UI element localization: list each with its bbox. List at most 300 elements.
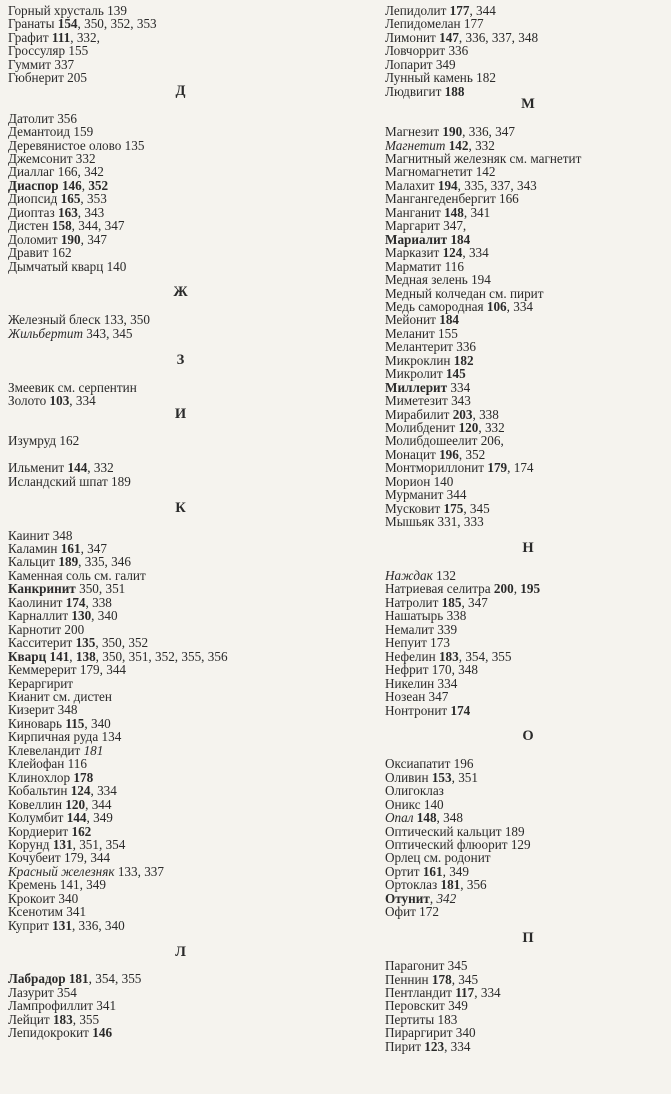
entry-text: Лопарит 349 [385, 56, 456, 72]
entry-text: Лунный камень 182 [385, 70, 496, 86]
index-entry [8, 31, 353, 44]
index-entry [8, 596, 353, 609]
entry-text: Дымчатый кварц 140 [8, 258, 127, 274]
index-entry [8, 757, 353, 770]
entry-text: Крокоит 340 [8, 890, 79, 906]
entry-text: Пентландит [385, 984, 456, 1000]
entry-text: 146 [92, 1025, 113, 1041]
index-entry [385, 609, 671, 622]
entry-text: 163 [58, 204, 78, 220]
entry-text: Кочубеит 179, 344 [8, 850, 111, 866]
entry-text: 138 [75, 648, 96, 664]
index-entry [385, 582, 671, 595]
entry-text: , 354, 355 [88, 971, 142, 987]
index-entry [8, 461, 353, 474]
index-entry [8, 529, 353, 542]
entry-text: , 338 [472, 406, 499, 422]
index-column-right [385, 4, 671, 1053]
entry-text: Карналлит [8, 608, 72, 624]
index-entry [8, 1013, 353, 1026]
entry-text: 195 [520, 581, 541, 597]
entry-text: Киноварь [8, 715, 66, 731]
entry-text: , 347 [461, 594, 488, 610]
entry-text: Людвигит [385, 83, 445, 99]
entry-text: , 335, 346 [78, 554, 131, 570]
entry-text: 352 [88, 177, 109, 193]
entry-text: , 174 [507, 460, 534, 476]
entry-text: 342 [436, 890, 457, 906]
index-entry [385, 4, 671, 17]
entry-text: Пирит [385, 1038, 425, 1054]
entry-text: Каменная соль см. галит [8, 567, 146, 583]
entry-text: , 349 [442, 863, 469, 879]
entry-text: Лазурит 354 [8, 984, 77, 1000]
index-entry [8, 784, 353, 797]
entry-text: Клейофан 116 [8, 756, 87, 772]
index-entry [385, 838, 671, 851]
entry-text: Пираргирит 340 [385, 1025, 476, 1041]
entry-text: Оптический кальцит 189 [385, 823, 525, 839]
index-entry [8, 771, 353, 784]
entry-text: 106 [486, 298, 507, 314]
index-entry [385, 636, 671, 649]
index-entry [8, 569, 353, 582]
index-entry [385, 704, 671, 717]
entry-text: Лепидомелан 177 [385, 16, 484, 32]
entry-text: , 349 [86, 810, 113, 826]
entry-text: Натриевая селитра [385, 581, 494, 597]
entry-text: 181 [83, 742, 104, 758]
index-entry [8, 825, 353, 838]
entry-text: Натролит [385, 594, 442, 610]
index-entry [385, 300, 671, 313]
index-entry [8, 744, 353, 757]
index-entry [385, 44, 671, 57]
entry-text: Мурманит 344 [385, 487, 467, 503]
entry-text: Ксенотим 341 [8, 904, 87, 920]
entry-text: 177 [449, 3, 470, 18]
entry-text: 175 [443, 500, 464, 516]
entry-text: , 353 [80, 191, 107, 207]
entry-text: Ильменит [8, 460, 68, 476]
entry-text: , 334 [69, 393, 96, 409]
entry-text: Монтмориллонит [385, 460, 488, 476]
entry-text: Опал [385, 810, 414, 826]
entry-text: Перовскит 349 [385, 998, 468, 1014]
index-entry [8, 152, 353, 165]
index-entry [8, 811, 353, 824]
entry-text: , 336, 340 [71, 917, 125, 933]
index-entry [8, 44, 353, 57]
entry-text: Доломит [8, 231, 61, 247]
index-entry [385, 287, 671, 300]
index-entry [8, 582, 353, 595]
entry-text: Колумбит [8, 810, 67, 826]
index-entry [385, 192, 671, 205]
index-entry [8, 677, 353, 690]
spacer [8, 515, 353, 528]
entry-text: Кераргирит [8, 675, 74, 691]
entry-text: 133, 337 [114, 863, 164, 879]
spacer [385, 744, 671, 757]
index-entry [385, 475, 671, 488]
index-entry [385, 71, 671, 84]
index-entry [385, 905, 671, 918]
spacer [8, 421, 353, 434]
index-entry [385, 1013, 671, 1026]
entry-text: 174 [450, 702, 471, 718]
index-entry [8, 17, 353, 30]
entry-text: 124 [70, 783, 91, 799]
entry-text: Кобальтин [8, 783, 71, 799]
entry-text: Каолинит [8, 594, 66, 610]
entry-text: Ловчоррит 336 [385, 43, 469, 59]
entry-text: , 343 [77, 204, 105, 220]
entry-text: , 336, 347 [462, 124, 515, 140]
entry-text: Гроссуляр 155 [8, 43, 89, 59]
index-entry [8, 717, 353, 730]
entry-text: 188 [444, 83, 465, 99]
entry-text: Гуммит 337 [8, 56, 75, 72]
entry-text: 162 [71, 823, 92, 839]
entry-text: Оптический флюорит 129 [385, 837, 531, 853]
entry-text: Манганит [385, 204, 445, 220]
entry-text: , 347 [80, 231, 107, 247]
entry-text: Каламин [8, 540, 61, 556]
index-entry [8, 851, 353, 864]
index-entry [8, 219, 353, 232]
entry-text: Лейцит [8, 1011, 53, 1027]
index-entry [8, 434, 353, 447]
entry-text: Кианит см. дистен [8, 688, 112, 704]
entry-text: , 344 [85, 796, 112, 812]
entry-text: , 348 [436, 810, 463, 826]
index-entry [385, 394, 671, 407]
index-entry [8, 58, 353, 71]
index-entry [385, 179, 671, 192]
index-entry [385, 502, 671, 515]
entry-text: Мариалит 184 [385, 231, 471, 247]
entry-text: , 334 [474, 984, 501, 1000]
entry-text: Деревянистое олово 135 [8, 137, 145, 153]
entry-text: Кирпичная руда 134 [8, 729, 122, 745]
entry-text: Непуит 173 [385, 635, 450, 651]
entry-text: Кварц 141 [8, 648, 70, 664]
entry-text: , 332 [468, 137, 495, 153]
entry-text: , 334 [462, 245, 489, 261]
index-entry [385, 488, 671, 501]
entry-text: , 332 [87, 460, 114, 476]
index-entry [385, 31, 671, 44]
index-entry [385, 757, 671, 770]
index-entry [8, 986, 353, 999]
index-entry [8, 650, 353, 663]
entry-text: Ортоклаз [385, 877, 441, 893]
entry-text: 343, 345 [82, 325, 133, 341]
entry-text: , 350, 352, 353 [77, 16, 157, 32]
index-entry [385, 623, 671, 636]
entry-text: Мелантерит 336 [385, 339, 477, 355]
index-entry [8, 206, 353, 219]
entry-text: Меланит 155 [385, 325, 458, 341]
entry-text: Золото [8, 393, 50, 409]
index-entry [385, 260, 671, 273]
entry-text: 103 [49, 393, 70, 409]
entry-text: 132 [432, 567, 456, 583]
index-entry [385, 1026, 671, 1039]
index-entry [8, 179, 353, 192]
entry-text: , 350, 352 [95, 635, 149, 651]
index-entry [385, 690, 671, 703]
entry-text: 185 [441, 594, 462, 610]
index-entry [8, 165, 353, 178]
spacer [385, 112, 671, 125]
index-entry [385, 851, 671, 864]
entry-text: 144 [67, 460, 88, 476]
index-entry [385, 381, 671, 394]
index-entry [8, 919, 353, 932]
entry-text: Монацит [385, 446, 440, 462]
entry-text: 158 [51, 218, 72, 234]
index-entry [8, 246, 353, 259]
index-entry [385, 999, 671, 1012]
entry-text: 154 [57, 16, 78, 32]
index-entry [8, 703, 353, 716]
entry-text: Касситерит [8, 635, 76, 651]
entry-text: , 335, 337, 343 [457, 177, 537, 193]
entry-text: Маргарит 347, [385, 218, 467, 234]
index-entry [8, 260, 353, 273]
entry-text: 131 [52, 917, 72, 933]
entry-text: Ортит [385, 863, 423, 879]
entry-text: Олигоклаз [385, 783, 444, 799]
index-entry [385, 233, 671, 246]
index-entry [385, 17, 671, 30]
entry-text: , 345 [463, 500, 490, 516]
index-entry [385, 58, 671, 71]
index-entry [385, 139, 671, 152]
entry-text: , 345 [451, 971, 479, 987]
entry-text: 115 [65, 715, 85, 731]
entry-text: Медный колчедан см. пирит [385, 285, 544, 301]
entry-text: Красный железняк [8, 863, 115, 879]
entry-text: Кальцит [8, 554, 59, 570]
entry-text: Наждак [385, 567, 433, 583]
entry-text: , [429, 890, 437, 906]
index-entry [385, 515, 671, 528]
entry-text: , 351, 354 [72, 836, 126, 852]
entry-text: Магнитный железняк см. магнетит [385, 150, 582, 166]
index-entry [8, 233, 353, 246]
index-entry [8, 327, 353, 340]
entry-text: , 338 [85, 594, 112, 610]
entry-text: Диопсид [8, 191, 61, 207]
entry-text: Марматит 116 [385, 258, 464, 274]
spacer [385, 556, 671, 569]
index-entry [8, 381, 353, 394]
entry-text: Куприт [8, 917, 53, 933]
index-entry [385, 165, 671, 178]
entry-text: , 341 [463, 204, 491, 220]
index-entry [385, 569, 671, 582]
index-entry [8, 139, 353, 152]
spacer [8, 98, 353, 111]
entry-text: Каинит 348 [8, 527, 73, 543]
index-entry [385, 784, 671, 797]
entry-text: , 332, [70, 29, 100, 45]
index-entry [385, 152, 671, 165]
index-column-left [8, 4, 353, 1040]
entry-text: , 334 [506, 298, 534, 314]
entry-text: 174 [65, 594, 86, 610]
spacer [8, 367, 353, 380]
entry-text: Клинохлор [8, 769, 74, 785]
letter-heading: М [521, 96, 535, 113]
entry-text: Диаллаг 166, 342 [8, 164, 104, 180]
entry-text: Офит 172 [385, 904, 439, 920]
entry-text: Магнезит [385, 124, 443, 140]
entry-text: 179 [487, 460, 508, 476]
index-entry [8, 555, 353, 568]
index-entry [385, 798, 671, 811]
entry-text: Лимонит [385, 29, 440, 45]
index-entry [8, 905, 353, 918]
entry-text: Кордиерит [8, 823, 72, 839]
entry-text: , 334 [90, 783, 117, 799]
entry-text: Нефелин [385, 648, 439, 664]
entry-text: Кремень 141, 349 [8, 877, 106, 893]
entry-text: Ковеллин [8, 796, 66, 812]
entry-text: Морион 140 [385, 473, 454, 489]
entry-text: Микролит [385, 366, 446, 382]
entry-text: 165 [60, 191, 81, 207]
entry-text: , 344, 347 [71, 218, 125, 234]
entry-text: 200 [493, 581, 514, 597]
entry-text: Карнотит 200 [8, 621, 85, 637]
index-entry [8, 878, 353, 891]
entry-text: Гранаты [8, 16, 58, 32]
entry-text: Мусковит [385, 500, 444, 516]
entry-text: 147 [439, 29, 459, 45]
entry-text: , 340 [91, 608, 118, 624]
index-entry [385, 878, 671, 891]
entry-text: , 356 [460, 877, 487, 893]
entry-text: Изумруд 162 [8, 433, 80, 449]
letter-heading: О [522, 728, 534, 745]
entry-text: 144 [66, 810, 87, 826]
entry-text: Пеннин [385, 971, 432, 987]
entry-text: , 350, 351, 352, 355, 356 [95, 648, 228, 664]
index-entry [8, 798, 353, 811]
entry-text: Змеевик см. серпентин [8, 379, 137, 395]
entry-text: Клевеландит [8, 742, 84, 758]
index-entry [385, 340, 671, 353]
index-entry [8, 972, 353, 985]
index-entry [385, 959, 671, 972]
index-entry [8, 125, 353, 138]
entry-text: Джемсонит 332 [8, 150, 96, 166]
index-entry [8, 690, 353, 703]
entry-text: 350, 351 [75, 581, 126, 597]
entry-text: Лабрадор 181 [8, 971, 89, 987]
index-entry [8, 865, 353, 878]
entry-text: Микроклин [385, 352, 454, 368]
index-entry [385, 811, 671, 824]
entry-text: 194 [437, 177, 458, 193]
index-entry [385, 421, 671, 434]
entry-text: Отунит [385, 890, 430, 906]
entry-text: Медь самородная [385, 298, 487, 314]
entry-text: 182 [453, 352, 474, 368]
entry-text: 131 [52, 836, 73, 852]
entry-text: Жильбертит [8, 325, 83, 341]
entry-text: Мирабилит [385, 406, 453, 422]
entry-text: 142 [448, 137, 469, 153]
index-entry [385, 246, 671, 259]
index-entry [8, 4, 353, 17]
entry-text: 203 [452, 406, 473, 422]
index-entry [8, 730, 353, 743]
index-entry [8, 1026, 353, 1039]
entry-text: Горный хрусталь 139 [8, 3, 127, 18]
index-entry [385, 434, 671, 447]
letter-heading: Ж [173, 284, 188, 301]
entry-text: , 354, 355 [458, 648, 512, 664]
entry-text: 120 [458, 420, 479, 436]
entry-text: , 351 [451, 769, 478, 785]
index-entry [8, 623, 353, 636]
entry-text: Корунд [8, 836, 53, 852]
entry-text: 190 [60, 231, 81, 247]
entry-text: Никелин 334 [385, 675, 458, 691]
entry-text: 117 [455, 984, 475, 1000]
entry-text: , 344 [469, 3, 496, 18]
entry-text: Орлец см. родонит [385, 850, 491, 866]
entry-text: Кизерит 348 [8, 702, 78, 718]
entry-text: Железный блеск 133, 350 [8, 312, 150, 328]
letter-heading: К [175, 499, 186, 516]
index-entry [8, 475, 353, 488]
entry-text: , 336, 337, 348 [458, 29, 539, 45]
entry-text: Гюбнерит 205 [8, 70, 87, 86]
index-entry [385, 313, 671, 326]
entry-text: Миллерит [385, 379, 448, 395]
letter-heading: Д [175, 82, 186, 99]
entry-text: 161 [422, 863, 443, 879]
index-entry [385, 892, 671, 905]
index-entry [385, 206, 671, 219]
entry-text: Лампрофиллит 341 [8, 998, 117, 1014]
entry-text: , 352 [458, 446, 486, 462]
entry-text: 153 [431, 769, 452, 785]
entry-text: 181 [440, 877, 461, 893]
entry-text: Пертиты 183 [385, 1011, 458, 1027]
index-entry [8, 313, 353, 326]
entry-text: 124 [442, 245, 463, 261]
entry-text: Малахит [385, 177, 438, 193]
entry-text: Марказит [385, 245, 443, 261]
index-entry [8, 542, 353, 555]
entry-text: 148 [416, 810, 437, 826]
entry-text: Молибденит [385, 420, 459, 436]
index-entry [385, 677, 671, 690]
entry-text: Датолит 356 [8, 110, 77, 126]
entry-text: Медная зелень 194 [385, 272, 491, 288]
index-entry [8, 636, 353, 649]
entry-text: 183 [52, 1011, 73, 1027]
letter-heading: Л [175, 943, 186, 960]
letter-heading: И [174, 405, 187, 422]
